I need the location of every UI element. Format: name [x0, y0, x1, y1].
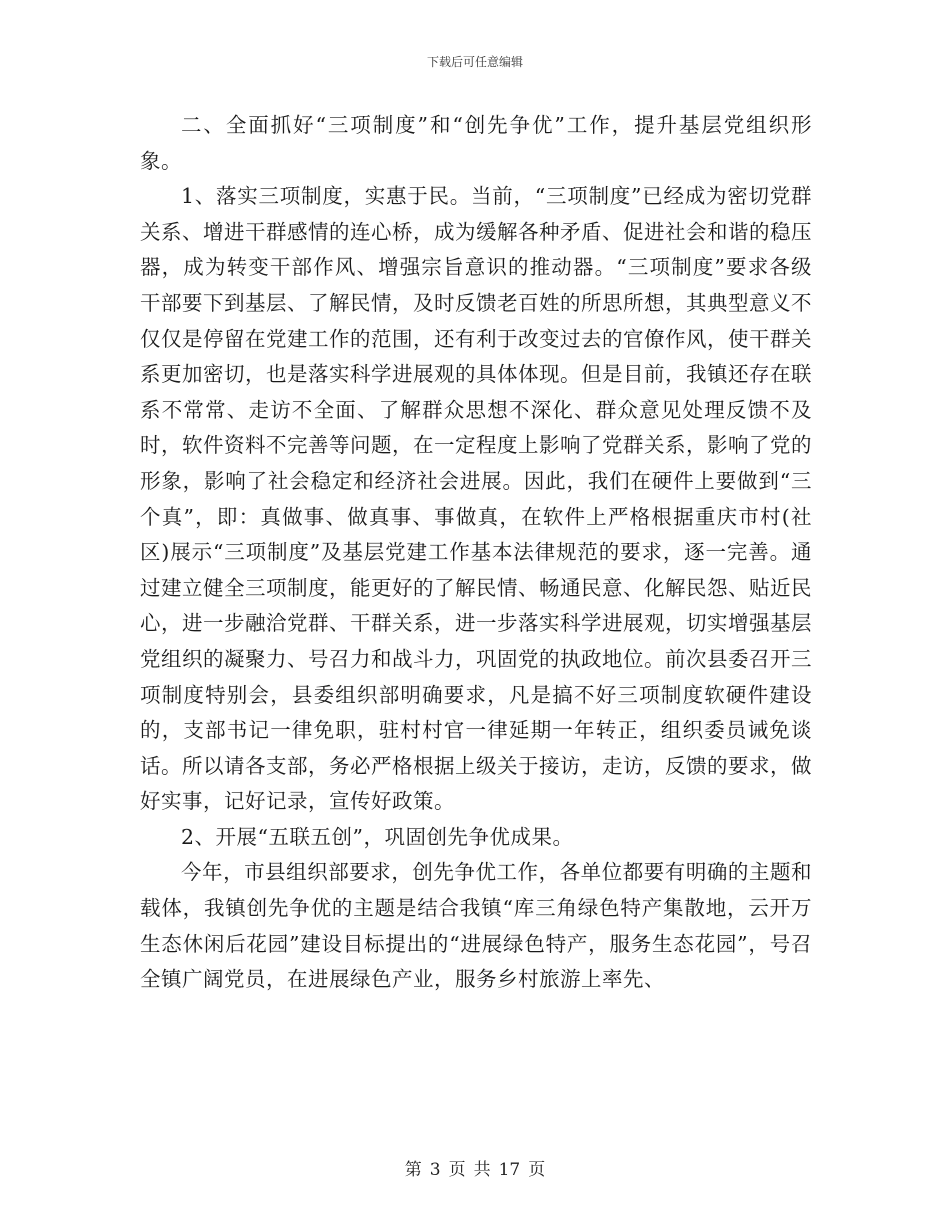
page-label-mid: 页: [448, 1160, 466, 1180]
header-note: 下载后可任意编辑: [426, 55, 523, 69]
page-label-total-prefix: 共: [473, 1160, 491, 1180]
page-total: 17: [498, 1160, 521, 1180]
subsection-heading-paragraph: 2、开展“五联五创”，巩固创先争优成果。: [181, 824, 574, 849]
page-number-footer: [0, 1155, 950, 1180]
body-paragraph: 今年，市县组织部要求，创先争优工作，各单位都要有明确的主题和载体，我镇创先争优的主题是结合我镇“库三角绿色特产集散地，云开万生态休闲后花园”建设目标提出的“进展绿色特产，服务生态花园”，号召全镇广阔党员，在进展绿色产业，服务乡村旅游上率先、: [140, 860, 812, 992]
body-paragraph: 1、落实三项制度，实惠于民。当前，“三项制度”已经成为密切党群关系、增进干群感情的连心桥，成为缓解各种矛盾、促进社会和谐的稳压器，成为转变干部作风、增强宗旨意识的推动器。“三项制度”要求各级干部要下到基层、了解民情，及时反馈老百姓的所思所想，其典型意义不仅仅是停留在党建工作的范围，还有利于改变过去的官僚作风，使干群关系更加密切，也是落实科学进展观的具体体现。但是目前，我镇还存在联系不常常、走访不全面、了解群众思想不深化、群众意见处理反馈不及时，软件资料不完善等问题，在一定程度上影响了党群关系，影响了党的形象，影响了社会稳定和经济社会进展。因此，我们在硬件上要做到“三个真”，即：真做事、做真事、事做真，在软件上严格根据重庆市村(社区)展示“三项制度”及基层党建工作基本法律规范的要求，逐一完善。通过建立健全三项制度，能更好的了解民情、畅通民意、化解民怨、贴近民心，进一步融洽党群、干群关系，进一步落实科学进展观，切实增强基层党组织的凝聚力、号召力和战斗力，巩固党的执政地位。前次县委召开三项制度特别会，县委组织部明确要求，凡是搞不好三项制度软硬件建设的，支部书记一律免职，驻村村官一律延期一年转正，组织委员诫免谈话。所以请各支部，务必严格根据上级关于接访，走访，反馈的要求，做好实事，记好记录，宣传好政策。: [140, 184, 812, 814]
page-current: 3: [429, 1160, 441, 1180]
page-label-prefix: 第: [404, 1160, 422, 1180]
section-heading-paragraph: 二、全面抓好“三项制度”和“创先争优”工作，提升基层党组织形象。: [140, 113, 812, 173]
page-label-suffix: 页: [528, 1160, 546, 1180]
document-body: [140, 108, 812, 998]
